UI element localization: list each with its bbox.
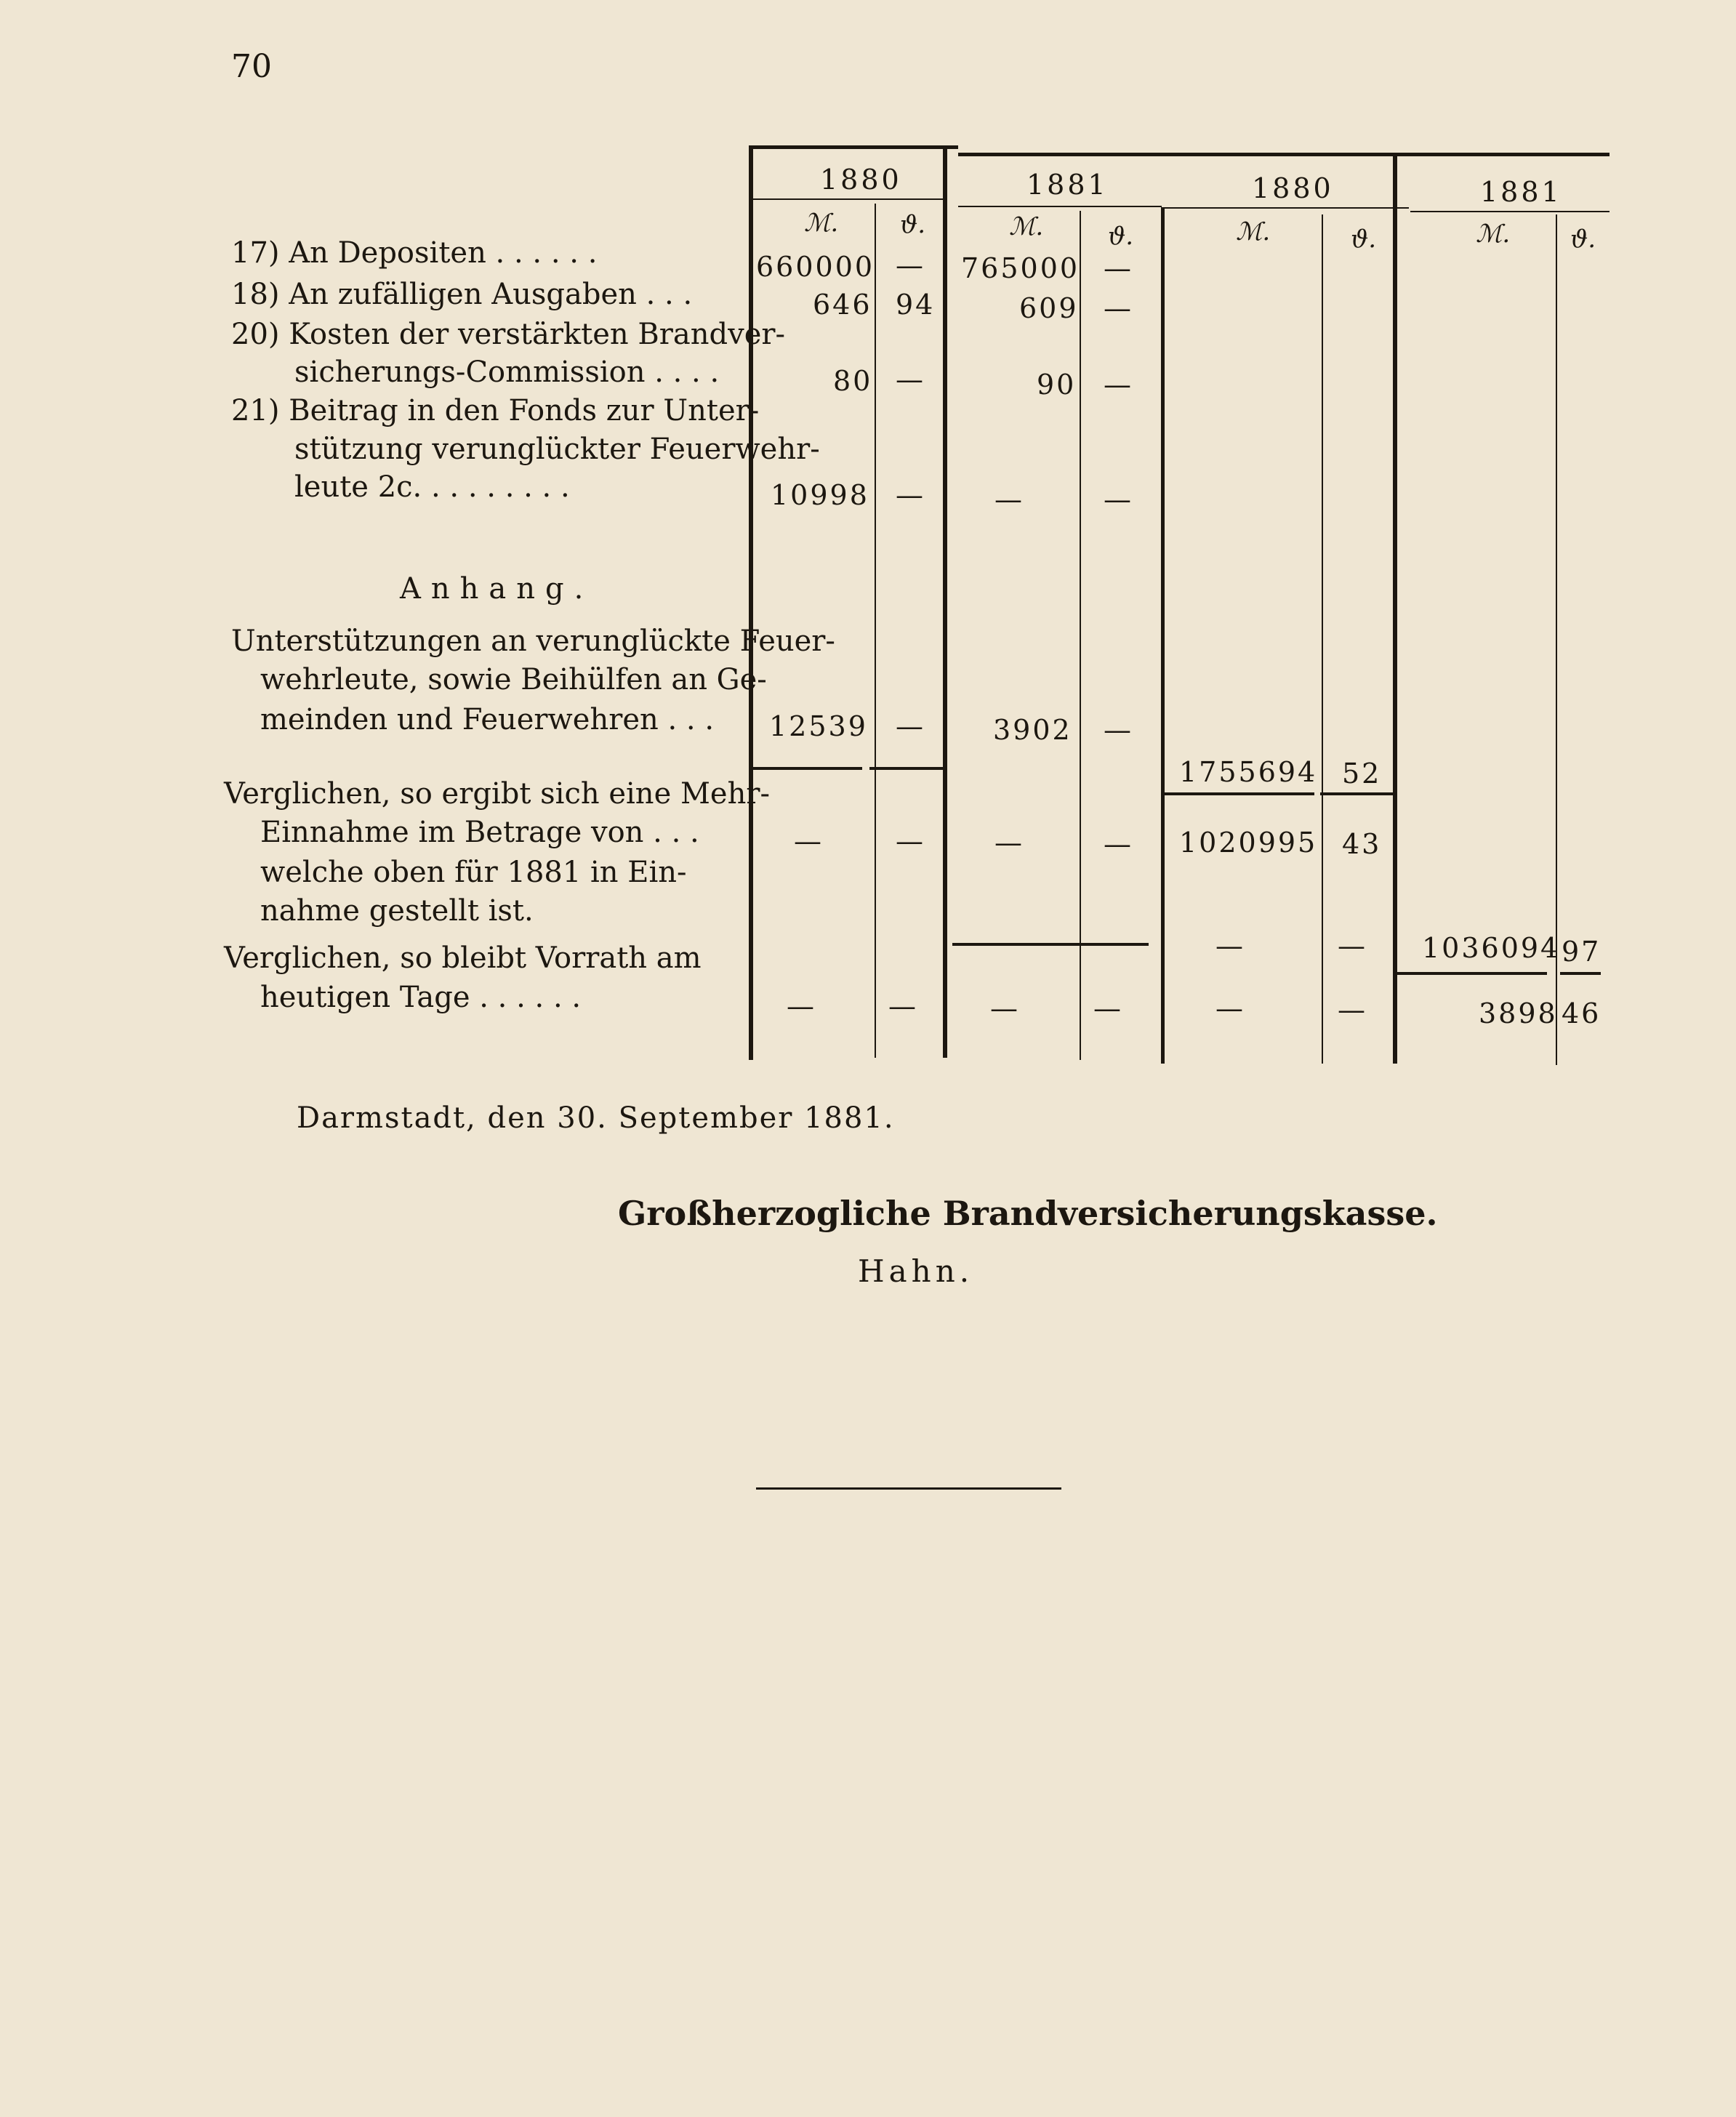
row-label: 20) Kosten der verstärkten Brandver-: [231, 318, 786, 351]
mark-unit-header: ℳ.: [1236, 217, 1271, 246]
amount-pfennig: —: [1104, 252, 1133, 284]
amount-pfennig: —: [1338, 994, 1367, 1026]
table-top-rule: [958, 153, 1610, 156]
pfennig-unit-header: ϑ.: [1570, 225, 1596, 254]
amount-mark: —: [1215, 992, 1245, 1024]
section-heading: Anhang.: [400, 572, 594, 606]
amount-pfennig: —: [1104, 292, 1133, 324]
row-label: Verglichen, so ergibt sich eine Mehr-: [224, 777, 770, 811]
amount-mark: —: [794, 825, 824, 857]
mark-unit-header: ℳ.: [1009, 212, 1044, 241]
row-label: Einnahme im Betrage von . . .: [260, 816, 699, 849]
row-label: sicherungs-Commission . . . .: [294, 355, 720, 389]
mark-unit-header: ℳ.: [1476, 220, 1511, 249]
signature: Hahn.: [858, 1253, 974, 1289]
surplus-pfennig: 43: [1342, 828, 1382, 860]
year-header: 1881: [1026, 169, 1109, 201]
row-label: Verglichen, so bleibt Vorrath am: [224, 941, 702, 975]
sum-rule: [1162, 792, 1314, 795]
year-rule: [1163, 207, 1409, 209]
closing-rule: [756, 1487, 1061, 1490]
column-rule: [943, 149, 947, 1058]
table-top-rule: [753, 145, 958, 149]
amount-mark: 3902: [993, 714, 1072, 746]
amount-mark: 646: [813, 289, 872, 321]
year-header: 1880: [1252, 172, 1334, 204]
row-label: stützung verunglückter Feuerwehr-: [294, 433, 820, 466]
balance-pfennig: 97: [1562, 936, 1602, 968]
amount-mark: 10998: [771, 479, 869, 511]
amount-mark: 90: [1037, 369, 1077, 401]
sum-rule: [1560, 972, 1601, 975]
amount-pfennig: —: [896, 825, 925, 857]
pfennig-unit-header: ϑ.: [900, 210, 926, 239]
row-label: meinden und Feuerwehren . . .: [260, 703, 715, 736]
amount-mark: —: [994, 483, 1024, 515]
amount-mark: —: [990, 992, 1020, 1024]
amount-pfennig: —: [896, 479, 925, 511]
column-rule: [1393, 156, 1397, 1064]
balance-mark: 1036094: [1422, 932, 1561, 964]
row-label: 18) An zufälligen Ausgaben . . .: [231, 278, 693, 311]
amount-mark: 609: [1019, 292, 1079, 324]
year-rule: [1410, 211, 1610, 212]
row-label: 21) Beitrag in den Fonds zur Unter-: [231, 394, 760, 427]
row-label: 17) An Depositen . . . . . .: [231, 236, 598, 270]
amount-pfennig: —: [896, 363, 925, 395]
amount-pfennig: —: [1093, 992, 1123, 1024]
amount-mark: 660000: [756, 251, 875, 283]
amount-pfennig: —: [1338, 930, 1367, 962]
total-mark: 1755694: [1179, 756, 1318, 788]
mark-unit-header: ℳ.: [804, 209, 839, 238]
sum-rule: [1320, 792, 1393, 795]
row-label: nahme gestellt ist.: [260, 894, 534, 928]
pfennig-unit-header: ϑ.: [1351, 225, 1377, 254]
row-label: welche oben für 1881 in Ein-: [260, 856, 687, 889]
place-date: Darmstadt, den 30. September 1881.: [297, 1101, 895, 1135]
amount-mark: —: [787, 990, 816, 1022]
balance-mark: 3898: [1479, 997, 1558, 1029]
surplus-mark: 1020995: [1179, 827, 1318, 859]
amount-mark: 765000: [961, 252, 1080, 284]
amount-pfennig: —: [1104, 483, 1133, 515]
amount-pfennig: —: [1104, 714, 1133, 746]
row-label: Unterstützungen an verunglückte Feuer-: [231, 624, 835, 658]
amount-pfennig: —: [1104, 369, 1133, 401]
pfennig-unit-header: ϑ.: [1108, 222, 1134, 251]
pfennig-rule: [875, 204, 876, 1058]
row-label: wehrleute, sowie Beihülfen an Ge-: [260, 663, 767, 696]
amount-pfennig: —: [1104, 828, 1133, 860]
column-rule: [749, 145, 753, 1060]
row-label: leute 2c. . . . . . . . .: [294, 470, 570, 504]
total-pfennig: 52: [1342, 758, 1382, 790]
sum-rule: [952, 943, 1149, 946]
office-name: Großherzogliche Brandversicherungskasse.: [618, 1194, 1438, 1233]
sum-rule: [753, 767, 862, 770]
amount-pfennig: —: [888, 990, 918, 1022]
amount-mark: —: [1215, 930, 1245, 962]
amount-pfennig: —: [896, 710, 925, 742]
amount-pfennig: —: [896, 249, 925, 281]
amount-pfennig: 94: [896, 289, 936, 321]
year-header: 1881: [1480, 176, 1562, 208]
row-label: heutigen Tage . . . . . .: [260, 981, 582, 1014]
year-rule: [753, 198, 945, 200]
sum-rule: [1397, 972, 1547, 975]
balance-pfennig: 46: [1562, 997, 1602, 1029]
year-rule: [958, 206, 1162, 207]
amount-mark: —: [994, 827, 1024, 859]
page-number: 70: [231, 48, 272, 85]
amount-mark: 80: [833, 365, 873, 397]
amount-mark: 12539: [769, 710, 868, 742]
column-rule: [1161, 207, 1165, 1064]
year-header: 1880: [820, 164, 902, 196]
pfennig-rule: [1322, 214, 1323, 1064]
pfennig-rule: [1080, 211, 1081, 1060]
sum-rule: [869, 767, 945, 770]
